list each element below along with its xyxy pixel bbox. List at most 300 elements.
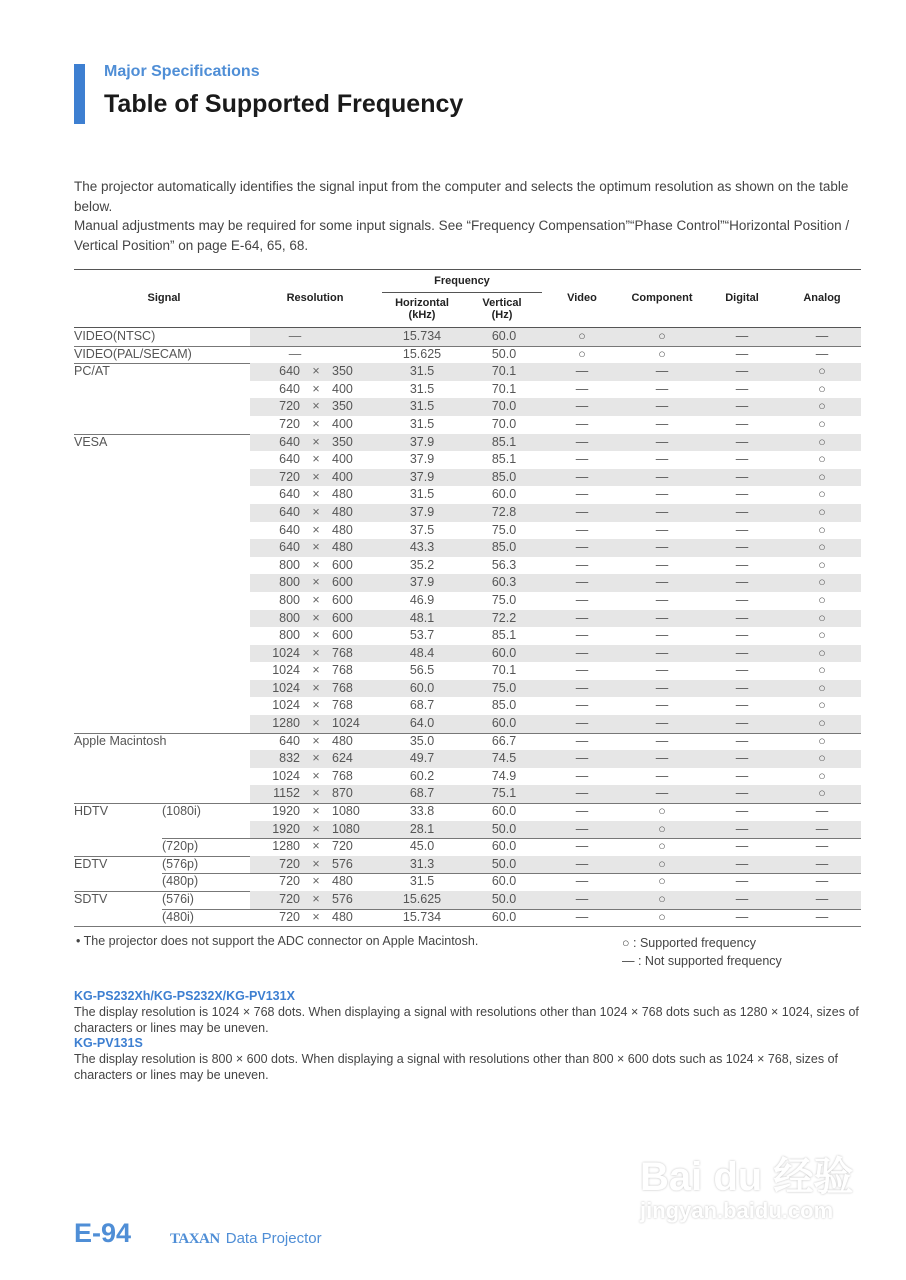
table-bottom-rule bbox=[74, 926, 861, 927]
digital-support: — bbox=[735, 733, 749, 748]
video-support: ○ bbox=[578, 346, 586, 361]
analog-support: ○ bbox=[818, 540, 826, 555]
frequency-divider bbox=[382, 292, 542, 293]
analog-support: ○ bbox=[818, 504, 826, 519]
times-sign: × bbox=[312, 592, 320, 607]
horizontal-frequency: 68.7 bbox=[409, 786, 435, 801]
component-support: — bbox=[655, 663, 669, 678]
analog-support: ○ bbox=[818, 592, 826, 607]
analog-support: ○ bbox=[818, 786, 826, 801]
model-title: KG-PS232Xh/KG-PS232X/KG-PV131X bbox=[74, 989, 295, 1003]
component-support: — bbox=[655, 733, 669, 748]
resolution-width: 800 bbox=[279, 557, 300, 572]
digital-support: — bbox=[735, 469, 749, 484]
component-support: — bbox=[655, 540, 669, 555]
component-support: ○ bbox=[658, 839, 666, 854]
resolution-width: 800 bbox=[279, 592, 300, 607]
times-sign: × bbox=[312, 839, 320, 854]
times-sign: × bbox=[312, 909, 320, 924]
times-sign: × bbox=[312, 786, 320, 801]
digital-support: — bbox=[735, 416, 749, 431]
horizontal-frequency: 43.3 bbox=[409, 540, 435, 555]
header-horizontal bbox=[382, 297, 462, 321]
video-support: — bbox=[575, 487, 589, 502]
sub-format-label: (576i) bbox=[162, 892, 194, 906]
resolution-height: 480 bbox=[332, 504, 353, 519]
vertical-frequency: 85.1 bbox=[491, 434, 517, 449]
times-sign: × bbox=[312, 768, 320, 783]
resolution-height: 480 bbox=[332, 733, 353, 748]
digital-support: — bbox=[735, 804, 749, 819]
horizontal-frequency: 31.5 bbox=[409, 416, 435, 431]
intro-text bbox=[74, 177, 864, 255]
digital-support: — bbox=[735, 329, 749, 343]
analog-support: ○ bbox=[818, 680, 826, 695]
times-sign: × bbox=[312, 804, 320, 819]
digital-support: — bbox=[735, 522, 749, 537]
vertical-frequency: 60.0 bbox=[491, 487, 517, 502]
analog-support: — bbox=[815, 892, 829, 906]
resolution-width: 640 bbox=[279, 504, 300, 519]
resolution-height: 400 bbox=[332, 381, 353, 396]
component-support: — bbox=[655, 698, 669, 713]
header-digital: Digital bbox=[725, 292, 759, 304]
video-support: — bbox=[575, 716, 589, 731]
header-horizontal-unit: (kHz) bbox=[408, 309, 436, 321]
component-support: — bbox=[655, 522, 669, 537]
video-support: — bbox=[575, 399, 589, 414]
component-support: — bbox=[655, 786, 669, 801]
resolution-height: 1080 bbox=[332, 821, 360, 836]
resolution-width: 1024 bbox=[272, 645, 300, 660]
digital-support: — bbox=[735, 768, 749, 783]
video-support: — bbox=[575, 504, 589, 519]
table-row bbox=[74, 539, 861, 557]
digital-support: — bbox=[735, 663, 749, 678]
video-support: — bbox=[575, 645, 589, 660]
analog-support: ○ bbox=[818, 575, 826, 590]
times-sign: × bbox=[312, 645, 320, 660]
table-row bbox=[74, 434, 861, 452]
resolution-width: 800 bbox=[279, 610, 300, 625]
vertical-frequency: 75.1 bbox=[491, 786, 517, 801]
table-row bbox=[74, 803, 861, 821]
vertical-frequency: 75.0 bbox=[491, 680, 517, 695]
digital-support: — bbox=[735, 909, 749, 924]
header-vertical-label: Vertical bbox=[482, 297, 522, 309]
vertical-frequency: 60.0 bbox=[491, 909, 517, 924]
video-support: — bbox=[575, 592, 589, 607]
horizontal-frequency: 31.5 bbox=[409, 399, 435, 414]
analog-support: ○ bbox=[818, 364, 826, 379]
analog-support: ○ bbox=[818, 610, 826, 625]
table-row bbox=[74, 522, 861, 540]
times-sign: × bbox=[312, 452, 320, 467]
table-row bbox=[74, 821, 861, 839]
model-note-2 bbox=[74, 1035, 864, 1083]
resolution-height: 870 bbox=[332, 786, 353, 801]
horizontal-frequency: 37.9 bbox=[409, 434, 435, 449]
digital-support: — bbox=[735, 452, 749, 467]
resolution-height: 768 bbox=[332, 663, 353, 678]
vertical-frequency: 75.0 bbox=[491, 522, 517, 537]
digital-support: — bbox=[735, 504, 749, 519]
video-support: — bbox=[575, 416, 589, 431]
resolution-height: 400 bbox=[332, 469, 353, 484]
digital-support: — bbox=[735, 874, 749, 889]
vertical-frequency: 50.0 bbox=[491, 821, 517, 836]
digital-support: — bbox=[735, 575, 749, 590]
component-support: — bbox=[655, 645, 669, 660]
component-support: — bbox=[655, 504, 669, 519]
table-row bbox=[74, 328, 861, 346]
horizontal-frequency: 31.5 bbox=[409, 381, 435, 396]
video-support: — bbox=[575, 839, 589, 854]
times-sign: × bbox=[312, 434, 320, 449]
table-row bbox=[74, 363, 861, 381]
sub-format-label: (480i) bbox=[162, 909, 194, 924]
analog-support: ○ bbox=[818, 469, 826, 484]
table-row bbox=[74, 504, 861, 522]
horizontal-frequency: 49.7 bbox=[409, 751, 435, 766]
table-row bbox=[74, 662, 861, 680]
vertical-frequency: 70.1 bbox=[491, 364, 517, 379]
analog-support: ○ bbox=[818, 557, 826, 572]
table-row bbox=[74, 768, 861, 786]
video-support: — bbox=[575, 434, 589, 449]
resolution-height: 600 bbox=[332, 628, 353, 643]
analog-support: ○ bbox=[818, 751, 826, 766]
video-support: — bbox=[575, 522, 589, 537]
horizontal-frequency: 15.625 bbox=[402, 892, 442, 906]
table-row bbox=[74, 645, 861, 663]
resolution-width: 1024 bbox=[272, 680, 300, 695]
model-description: The display resolution is 1024 × 768 dots. When displaying a signal with resolutions other than 1024 × 768 dots such as 1280 × 1024, sizes of characters or lines may be uneven. bbox=[74, 1005, 859, 1035]
resolution-height: 400 bbox=[332, 416, 353, 431]
resolution-width: 640 bbox=[279, 434, 300, 449]
page-title: Table of Supported Frequency bbox=[104, 90, 464, 118]
analog-support: ○ bbox=[818, 716, 826, 731]
video-support: — bbox=[575, 733, 589, 748]
table-row bbox=[74, 733, 861, 751]
analog-support: ○ bbox=[818, 416, 826, 431]
video-support: — bbox=[575, 821, 589, 836]
baidu-watermark bbox=[640, 1145, 853, 1224]
signal-label: PC/AT bbox=[74, 364, 110, 379]
analog-support: ○ bbox=[818, 381, 826, 396]
sub-format-label: (576p) bbox=[162, 856, 199, 871]
resolution-height: 400 bbox=[332, 452, 353, 467]
signal-label: SDTV bbox=[74, 892, 108, 906]
vertical-frequency: 70.1 bbox=[491, 663, 517, 678]
times-sign: × bbox=[312, 874, 320, 889]
resolution-width: 720 bbox=[279, 874, 300, 889]
digital-support: — bbox=[735, 399, 749, 414]
resolution-height: 600 bbox=[332, 575, 353, 590]
horizontal-frequency: 37.9 bbox=[409, 469, 435, 484]
resolution-height: 350 bbox=[332, 434, 353, 449]
vertical-frequency: 72.8 bbox=[491, 504, 517, 519]
horizontal-frequency: 15.734 bbox=[402, 909, 442, 924]
resolution-width: 720 bbox=[279, 892, 300, 906]
horizontal-frequency: 35.2 bbox=[409, 557, 435, 572]
component-support: ○ bbox=[658, 856, 666, 871]
resolution-width: 1024 bbox=[272, 663, 300, 678]
vertical-frequency: 60.0 bbox=[491, 839, 517, 854]
adc-note: • The projector does not support the ADC connector on Apple Macintosh. bbox=[76, 934, 479, 948]
table-row bbox=[74, 469, 861, 487]
intro-paragraph-2: Manual adjustments may be required for some input signals. See “Frequency Compensation”“Phase Control”“Horizontal Position / Vertical Position” on page E-64, 65, 68. bbox=[74, 218, 850, 253]
model-title: KG-PV131S bbox=[74, 1036, 143, 1050]
table-row bbox=[74, 697, 861, 715]
model-note-1 bbox=[74, 988, 864, 1036]
component-support: — bbox=[655, 416, 669, 431]
times-sign: × bbox=[312, 522, 320, 537]
video-support: — bbox=[575, 628, 589, 643]
resolution-width: 720 bbox=[279, 856, 300, 871]
header-resolution: Resolution bbox=[286, 292, 344, 304]
digital-support: — bbox=[735, 839, 749, 854]
component-support: — bbox=[655, 680, 669, 695]
signal-label: Apple Macintosh bbox=[74, 733, 167, 748]
digital-support: — bbox=[735, 557, 749, 572]
resolution-width: 1024 bbox=[272, 698, 300, 713]
horizontal-frequency: 15.625 bbox=[402, 346, 442, 361]
digital-support: — bbox=[735, 592, 749, 607]
times-sign: × bbox=[312, 628, 320, 643]
video-support: — bbox=[575, 751, 589, 766]
component-support: ○ bbox=[658, 329, 666, 343]
brand-logo: TAXAN bbox=[170, 1231, 220, 1247]
digital-support: — bbox=[735, 680, 749, 695]
video-support: — bbox=[575, 698, 589, 713]
horizontal-frequency: 37.9 bbox=[409, 504, 435, 519]
horizontal-frequency: 31.3 bbox=[409, 856, 435, 871]
resolution-height: 480 bbox=[332, 874, 353, 889]
table-row bbox=[74, 451, 861, 469]
times-sign: × bbox=[312, 892, 320, 906]
resolution-height: 768 bbox=[332, 680, 353, 695]
model-description: The display resolution is 800 × 600 dots. When displaying a signal with resolutions other than 800 × 600 dots such as 1024 × 768, sizes of characters or lines may be uneven. bbox=[74, 1052, 839, 1082]
horizontal-frequency: 45.0 bbox=[409, 839, 435, 854]
times-sign: × bbox=[312, 821, 320, 836]
vertical-frequency: 74.5 bbox=[491, 751, 517, 766]
analog-support: — bbox=[815, 856, 829, 871]
component-support: — bbox=[655, 434, 669, 449]
digital-support: — bbox=[735, 751, 749, 766]
footer-brand bbox=[170, 1230, 322, 1248]
resolution-height: 600 bbox=[332, 610, 353, 625]
section-accent-bar bbox=[74, 64, 85, 124]
table-row bbox=[74, 381, 861, 399]
times-sign: × bbox=[312, 416, 320, 431]
resolution-height: 600 bbox=[332, 592, 353, 607]
component-support: ○ bbox=[658, 874, 666, 889]
page-number: E-94 bbox=[74, 1218, 132, 1248]
resolution-height: 720 bbox=[332, 839, 353, 854]
resolution-height: 768 bbox=[332, 645, 353, 660]
digital-support: — bbox=[735, 786, 749, 801]
component-support: — bbox=[655, 628, 669, 643]
table-row bbox=[74, 891, 861, 909]
vertical-frequency: 60.0 bbox=[491, 329, 517, 343]
component-support: — bbox=[655, 469, 669, 484]
times-sign: × bbox=[312, 751, 320, 766]
times-sign: × bbox=[312, 487, 320, 502]
vertical-frequency: 75.0 bbox=[491, 592, 517, 607]
component-support: — bbox=[655, 592, 669, 607]
video-support: — bbox=[575, 786, 589, 801]
digital-support: — bbox=[735, 364, 749, 379]
header-frequency: Frequency bbox=[434, 275, 490, 287]
component-support: ○ bbox=[658, 804, 666, 819]
times-sign: × bbox=[312, 399, 320, 414]
resolution-width: 720 bbox=[279, 909, 300, 924]
horizontal-frequency: 37.5 bbox=[409, 522, 435, 537]
times-sign: × bbox=[312, 680, 320, 695]
header-video: Video bbox=[567, 292, 597, 304]
times-sign: × bbox=[312, 575, 320, 590]
video-support: ○ bbox=[578, 329, 586, 343]
table-row bbox=[74, 627, 861, 645]
header-vertical bbox=[472, 297, 532, 321]
resolution-width: 800 bbox=[279, 628, 300, 643]
digital-support: — bbox=[735, 892, 749, 906]
vertical-frequency: 66.7 bbox=[491, 733, 517, 748]
analog-support: ○ bbox=[818, 768, 826, 783]
table-row bbox=[74, 592, 861, 610]
watermark-url: jingyan.baidu.com bbox=[640, 1198, 834, 1223]
resolution-height: 576 bbox=[332, 892, 353, 906]
header-vertical-unit: (Hz) bbox=[491, 309, 513, 321]
resolution-width: 1920 bbox=[272, 821, 300, 836]
horizontal-frequency: 48.4 bbox=[409, 645, 435, 660]
horizontal-frequency: 48.1 bbox=[409, 610, 435, 625]
resolution-width: 1280 bbox=[272, 839, 300, 854]
table-row bbox=[74, 909, 861, 927]
analog-support: — bbox=[815, 329, 829, 343]
horizontal-frequency: 60.0 bbox=[409, 680, 435, 695]
sub-format-label: (480p) bbox=[162, 874, 199, 889]
times-sign: × bbox=[312, 856, 320, 871]
resolution-width: 1920 bbox=[272, 804, 300, 819]
table-body bbox=[74, 328, 861, 926]
analog-support: ○ bbox=[818, 733, 826, 748]
analog-support: — bbox=[815, 821, 829, 836]
resolution-height: 600 bbox=[332, 557, 353, 572]
digital-support: — bbox=[735, 856, 749, 871]
vertical-frequency: 72.2 bbox=[491, 610, 517, 625]
horizontal-frequency: 35.0 bbox=[409, 733, 435, 748]
analog-support: ○ bbox=[818, 628, 826, 643]
resolution-width: 640 bbox=[279, 487, 300, 502]
resolution-width: 1280 bbox=[272, 716, 300, 731]
table-row bbox=[74, 610, 861, 628]
horizontal-frequency: 28.1 bbox=[409, 821, 435, 836]
table-row bbox=[74, 416, 861, 434]
resolution-height: 1080 bbox=[332, 804, 360, 819]
horizontal-frequency: 31.5 bbox=[409, 487, 435, 502]
analog-support: ○ bbox=[818, 645, 826, 660]
header-horizontal-label: Horizontal bbox=[395, 297, 449, 309]
resolution-width: 640 bbox=[279, 733, 300, 748]
vertical-frequency: 50.0 bbox=[491, 346, 517, 361]
horizontal-frequency: 31.5 bbox=[409, 364, 435, 379]
resolution-height: 576 bbox=[332, 856, 353, 871]
legend bbox=[622, 934, 782, 970]
digital-support: — bbox=[735, 698, 749, 713]
analog-support: ○ bbox=[818, 698, 826, 713]
analog-support: — bbox=[815, 804, 829, 819]
table-row bbox=[74, 856, 861, 874]
vertical-frequency: 50.0 bbox=[491, 856, 517, 871]
section-label: Major Specifications bbox=[104, 63, 260, 80]
table-row bbox=[74, 398, 861, 416]
resolution-height: 768 bbox=[332, 698, 353, 713]
video-support: — bbox=[575, 557, 589, 572]
vertical-frequency: 85.1 bbox=[491, 452, 517, 467]
header-component: Component bbox=[631, 292, 693, 304]
component-support: — bbox=[655, 557, 669, 572]
resolution-width: 640 bbox=[279, 522, 300, 537]
horizontal-frequency: 15.734 bbox=[402, 329, 442, 343]
times-sign: × bbox=[312, 610, 320, 625]
product-name: Data Projector bbox=[225, 1230, 322, 1247]
resolution-height: 480 bbox=[332, 522, 353, 537]
component-support: — bbox=[655, 716, 669, 731]
digital-support: — bbox=[735, 540, 749, 555]
vertical-frequency: 70.1 bbox=[491, 381, 517, 396]
signal-label: HDTV bbox=[74, 804, 109, 819]
video-support: — bbox=[575, 610, 589, 625]
resolution-height: 624 bbox=[332, 751, 353, 766]
resolution-height: 350 bbox=[332, 364, 353, 379]
resolution-height: 768 bbox=[332, 768, 353, 783]
vertical-frequency: 70.0 bbox=[491, 416, 517, 431]
times-sign: × bbox=[312, 381, 320, 396]
resolution-width: 640 bbox=[279, 364, 300, 379]
component-support: — bbox=[655, 610, 669, 625]
table-row bbox=[74, 750, 861, 768]
table-row bbox=[74, 557, 861, 575]
resolution-height: 1024 bbox=[332, 716, 360, 731]
horizontal-frequency: 53.7 bbox=[409, 628, 435, 643]
video-support: — bbox=[575, 874, 589, 889]
times-sign: × bbox=[312, 469, 320, 484]
times-sign: × bbox=[312, 557, 320, 572]
digital-support: — bbox=[735, 381, 749, 396]
horizontal-frequency: 33.8 bbox=[409, 804, 435, 819]
header-analog: Analog bbox=[803, 292, 841, 304]
component-support: — bbox=[655, 751, 669, 766]
resolution-width: 640 bbox=[279, 540, 300, 555]
times-sign: × bbox=[312, 540, 320, 555]
video-support: — bbox=[575, 680, 589, 695]
table-row bbox=[74, 873, 861, 891]
vertical-frequency: 50.0 bbox=[491, 892, 517, 906]
vertical-frequency: 85.1 bbox=[491, 628, 517, 643]
video-support: — bbox=[575, 892, 589, 906]
component-support: ○ bbox=[658, 892, 666, 906]
resolution-width: 640 bbox=[279, 452, 300, 467]
resolution-width: 832 bbox=[279, 751, 300, 766]
horizontal-frequency: 37.9 bbox=[409, 575, 435, 590]
digital-support: — bbox=[735, 821, 749, 836]
signal-label: VESA bbox=[74, 434, 108, 449]
analog-support: — bbox=[815, 839, 829, 854]
horizontal-frequency: 56.5 bbox=[409, 663, 435, 678]
video-support: — bbox=[575, 469, 589, 484]
